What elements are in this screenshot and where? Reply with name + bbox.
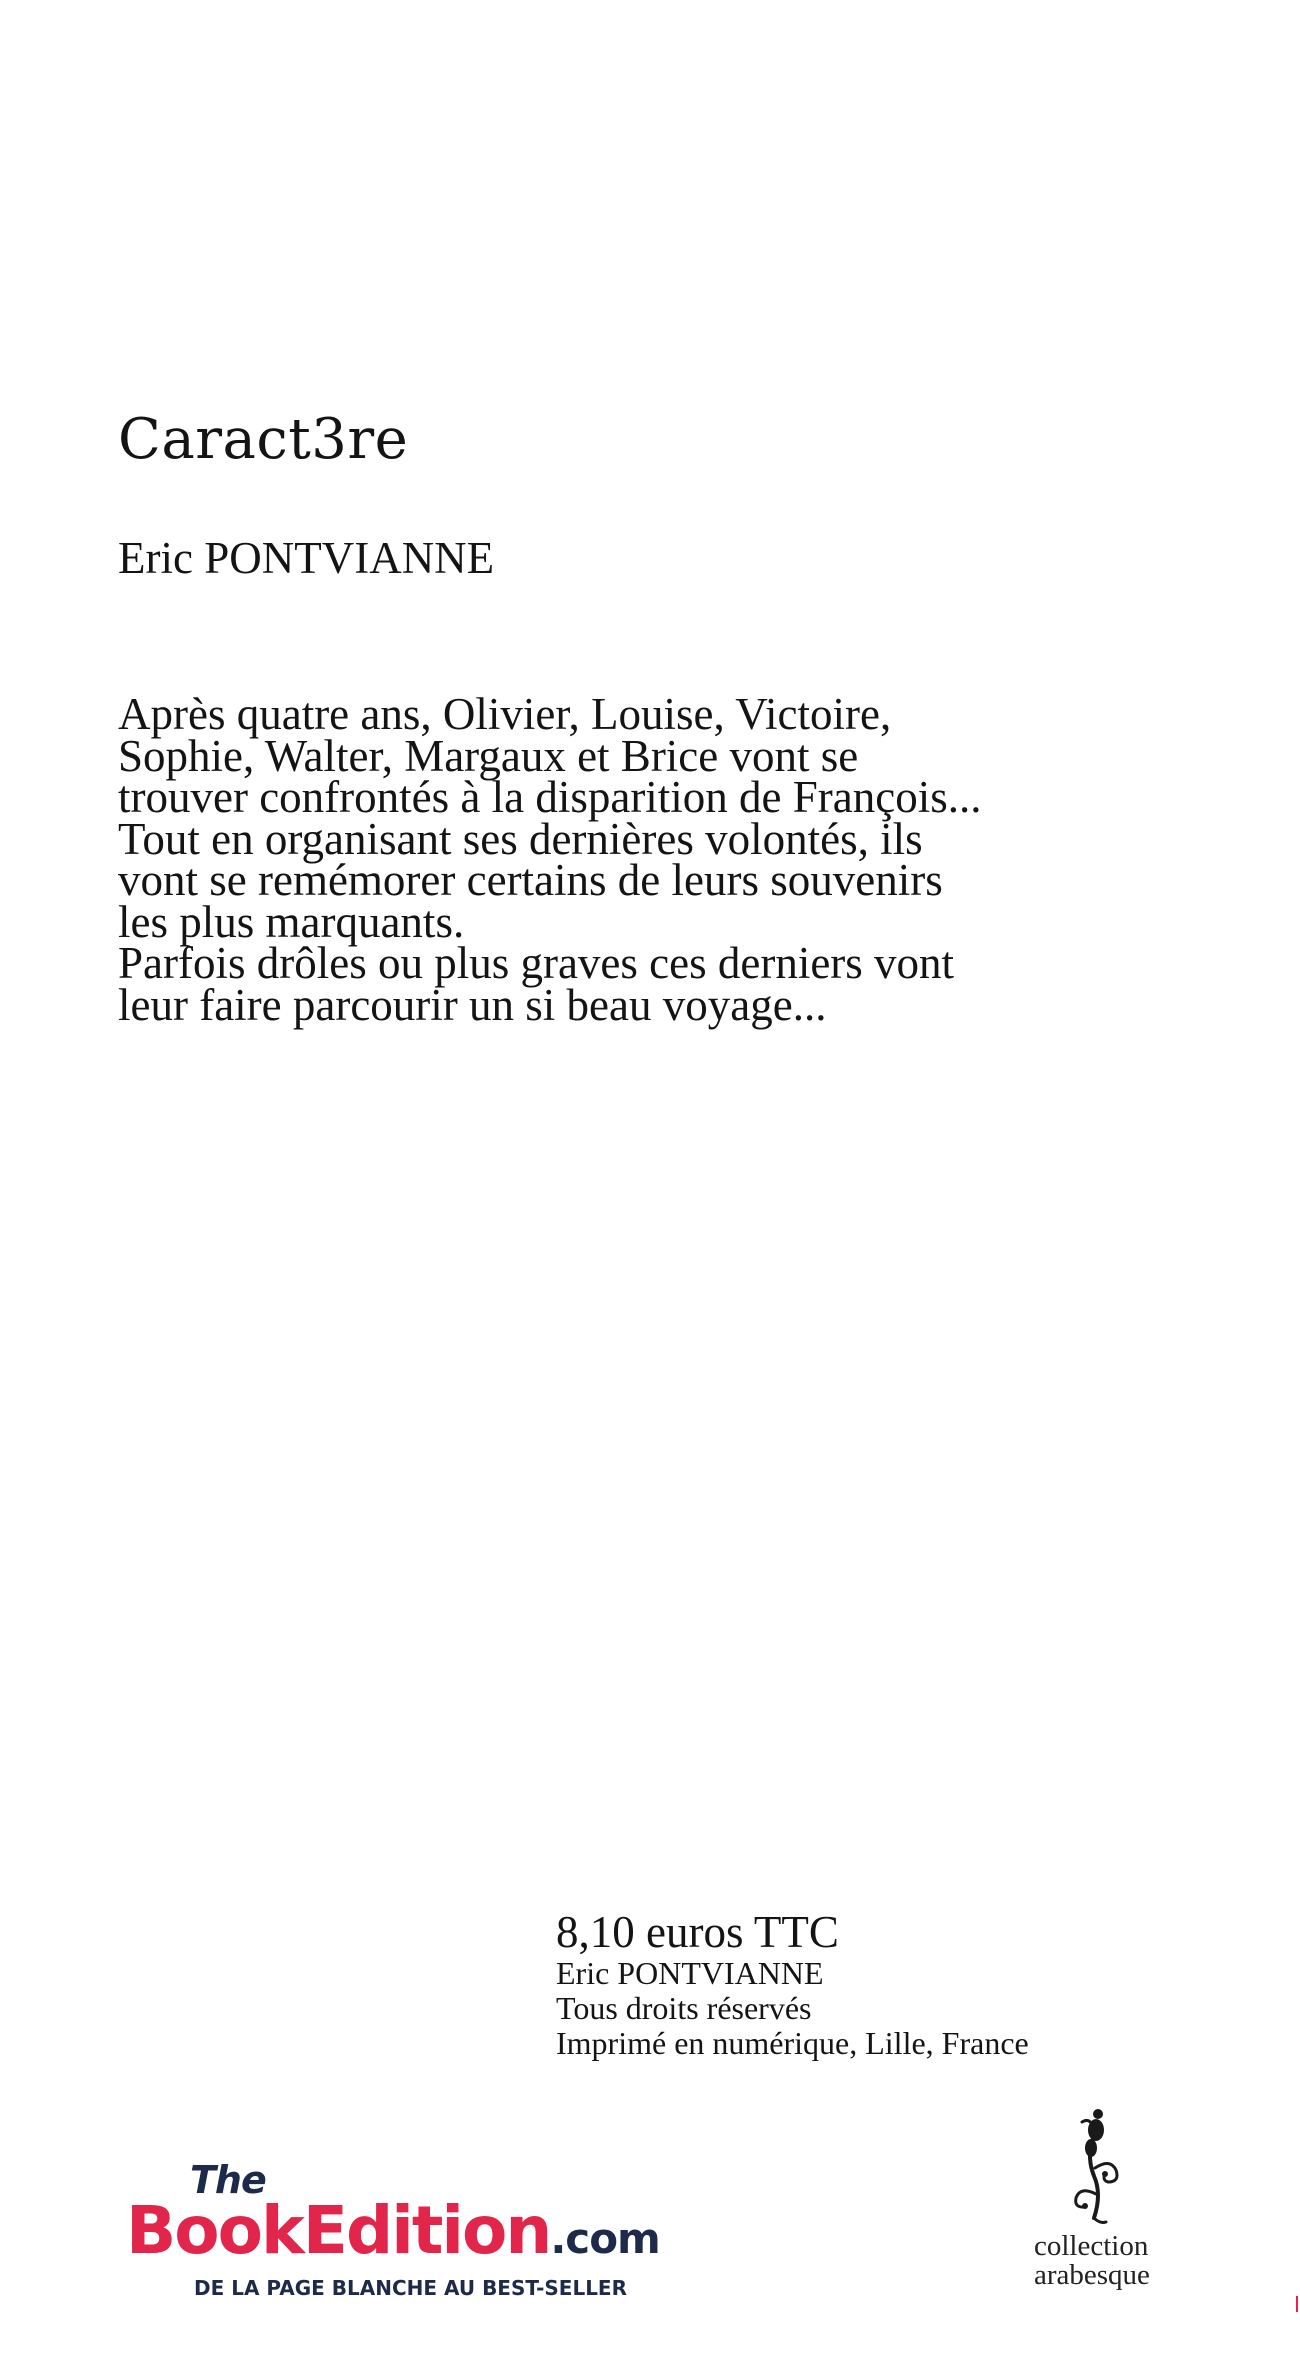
collection-arabesque-logo [1030,2106,1180,2306]
back-cover-blurb [118,689,998,1030]
blurb-paragraph: Après quatre ans, Olivier, Louise, Victoire, Sophie, Walter, Margaux et Brice vont se trouver confrontés à la disparition de François... [118,689,982,822]
colophon-author: Eric PONTVIANNE [556,1955,824,1991]
printing-notice: Imprimé en numérique, Lille, France [556,2025,1029,2061]
ornamental-vine-icon [1058,2106,1138,2230]
collection-line-1: collection [1034,2230,1149,2262]
logo-the-text: The [190,2158,266,2202]
logo-name-text: BookEdition [126,2192,551,2269]
logo-domain-text: .com [550,2214,660,2263]
collection-label [1034,2232,1150,2290]
crop-edge-mark [1296,2296,1298,2312]
collection-line-2: arabesque [1034,2259,1150,2291]
blurb-paragraph: Tout en organisant ses dernières volontés, ils vont se remémorer certains de leurs souvenirs les plus marquants. [118,813,943,947]
blurb-paragraph: Parfois drôles ou plus graves ces derniers vont leur faire parcourir un si beau voyage... [118,938,955,1030]
logo-tagline: DE LA PAGE BLANCHE AU BEST-SELLER [194,2276,627,2300]
colophon [556,1908,1029,2061]
book-author: Eric PONTVIANNE [118,533,495,583]
rights-notice: Tous droits réservés [556,1990,812,2026]
book-title: Caract3re [118,407,409,472]
price: 8,10 euros TTC [556,1907,839,1957]
thebookedition-logo [126,2158,706,2298]
logo-wordmark [126,2192,660,2269]
